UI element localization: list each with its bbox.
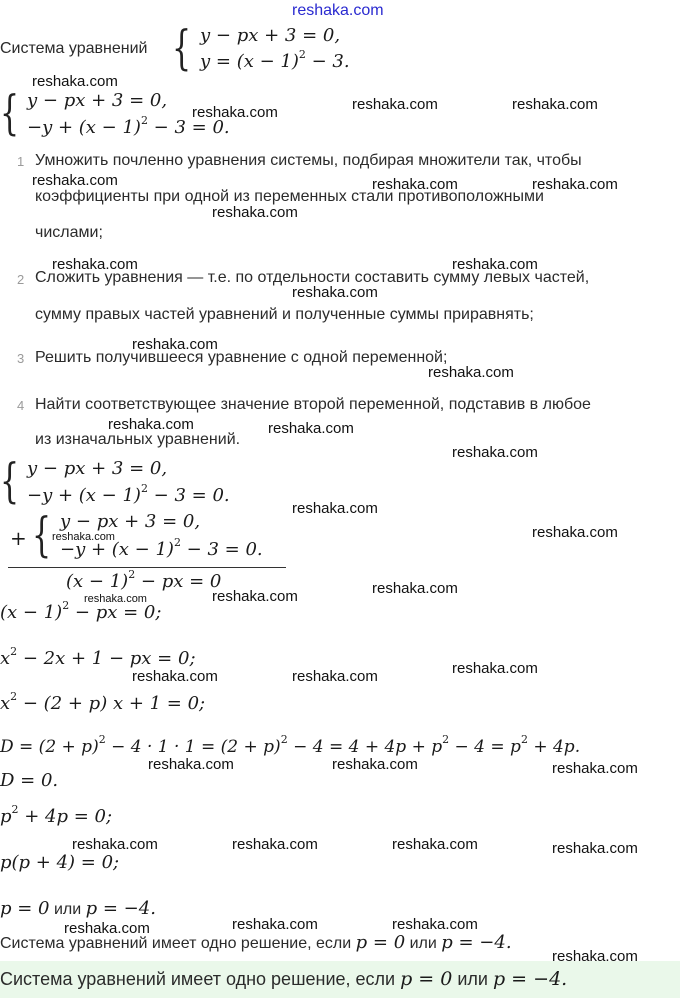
watermark[interactable]: reshaka.com bbox=[32, 172, 118, 189]
watermark[interactable]: reshaka.com bbox=[292, 500, 378, 517]
line-4-e: + 4p. bbox=[527, 737, 581, 757]
watermark-top[interactable]: reshaka.com bbox=[292, 2, 384, 19]
header-label: Система уравнений bbox=[0, 40, 148, 57]
answer bbox=[0, 968, 567, 990]
watermark[interactable]: reshaka.com bbox=[292, 284, 378, 301]
watermark[interactable]: reshaka.com bbox=[32, 73, 118, 90]
system2-eq2-exp: 2 bbox=[140, 482, 148, 495]
header-eq2 bbox=[200, 48, 350, 72]
addition-sum-b: − px = 0 bbox=[135, 571, 222, 592]
step-1-line-1: Умножить почленно уравнения системы, подбирая множители так, чтобы bbox=[35, 152, 582, 169]
watermark[interactable]: reshaka.com bbox=[212, 588, 298, 605]
system2-eq2-a: −y + (x − 1) bbox=[27, 485, 141, 506]
line-4-discriminant bbox=[0, 733, 581, 757]
system2-eq1: y − px + 3 = 0, bbox=[27, 458, 168, 479]
line-4-exp2: 2 bbox=[280, 733, 288, 746]
system1-eq2-a: −y + (x − 1) bbox=[27, 117, 141, 138]
step-2-line-1: Сложить уравнения — т.е. по отдельности составить сумму левых частей, bbox=[35, 269, 590, 286]
header-eq2-a: y = (x − 1) bbox=[200, 51, 299, 72]
addition-eq1: y − px + 3 = 0, bbox=[60, 511, 201, 532]
watermark[interactable]: reshaka.com bbox=[132, 336, 218, 353]
step-1-line-2: коэффициенты при одной из переменных стали противоположными bbox=[35, 188, 544, 205]
watermark[interactable]: reshaka.com bbox=[552, 840, 638, 857]
step-4-line-1: Найти соответствующее значение второй переменной, подставив в любое bbox=[35, 396, 591, 413]
conclusion-text: Система уравнений имеет одно решение, если bbox=[0, 935, 356, 952]
line-3-b: − (2 + p) x + 1 = 0; bbox=[17, 693, 206, 714]
step-2-number: 2 bbox=[17, 272, 25, 287]
addition-eq2-exp: 2 bbox=[173, 536, 181, 549]
system2-eq2 bbox=[27, 482, 230, 506]
step-3-line-1: Решить получившееся уравнение с одной переменной; bbox=[35, 349, 448, 366]
watermark[interactable]: reshaka.com bbox=[512, 96, 598, 113]
watermark[interactable]: reshaka.com bbox=[84, 593, 147, 605]
line-2-b: − 2x + 1 − px = 0; bbox=[17, 648, 196, 669]
watermark[interactable]: reshaka.com bbox=[192, 104, 278, 121]
line-2-exp: 2 bbox=[10, 645, 18, 658]
system2-brace: { bbox=[0, 455, 20, 510]
step-3-number: 3 bbox=[17, 351, 25, 366]
watermark[interactable]: reshaka.com bbox=[532, 524, 618, 541]
addition-rule bbox=[8, 567, 286, 568]
conclusion-or: или bbox=[405, 935, 442, 952]
line-3-a: x bbox=[0, 693, 11, 714]
answer-p1: p = 0 bbox=[400, 968, 453, 990]
watermark[interactable]: reshaka.com bbox=[452, 660, 538, 677]
addition-plus: + bbox=[10, 526, 27, 550]
step-4-number: 4 bbox=[17, 398, 25, 413]
line-4-a: D = (2 + p) bbox=[0, 737, 99, 757]
addition-sum-a: (x − 1) bbox=[66, 571, 129, 592]
watermark[interactable]: reshaka.com bbox=[372, 176, 458, 193]
header-eq2-exp: 2 bbox=[298, 48, 306, 61]
watermark[interactable]: reshaka.com bbox=[52, 256, 138, 273]
watermark[interactable]: reshaka.com bbox=[392, 836, 478, 853]
watermark[interactable]: reshaka.com bbox=[452, 256, 538, 273]
line-8 bbox=[0, 898, 156, 919]
system2-eq2-b: − 3 = 0. bbox=[147, 485, 230, 506]
line-7: p(p + 4) = 0; bbox=[0, 852, 120, 873]
line-4-exp1: 2 bbox=[98, 733, 106, 746]
watermark[interactable]: reshaka.com bbox=[392, 916, 478, 933]
watermark[interactable]: reshaka.com bbox=[452, 444, 538, 461]
watermark[interactable]: reshaka.com bbox=[232, 916, 318, 933]
header-brace: { bbox=[172, 22, 192, 77]
line-3 bbox=[0, 690, 206, 714]
line-6-b: + 4p = 0; bbox=[18, 806, 113, 827]
watermark[interactable]: reshaka.com bbox=[64, 920, 150, 937]
line-8-a: p = 0 bbox=[0, 898, 50, 919]
step-2-line-2: сумму правых частей уравнений и полученные суммы приравнять; bbox=[35, 306, 534, 323]
line-6-exp: 2 bbox=[11, 803, 19, 816]
system1-eq1: y − px + 3 = 0, bbox=[27, 90, 168, 111]
line-8-b: p = −4. bbox=[85, 898, 156, 919]
answer-p2: p = −4. bbox=[492, 968, 568, 990]
step-4-line-2: из изначальных уравнений. bbox=[35, 431, 241, 448]
watermark[interactable]: reshaka.com bbox=[52, 531, 115, 543]
line-1-exp: 2 bbox=[62, 599, 70, 612]
step-1-number: 1 bbox=[17, 154, 25, 169]
line-3-exp: 2 bbox=[10, 690, 18, 703]
line-4-c: − 4 = 4 + 4p + p bbox=[287, 737, 443, 757]
watermark[interactable]: reshaka.com bbox=[72, 836, 158, 853]
line-8-or: или bbox=[49, 901, 86, 918]
line-1-a: (x − 1) bbox=[0, 602, 63, 623]
watermark[interactable]: reshaka.com bbox=[532, 176, 618, 193]
line-4-exp3: 2 bbox=[442, 733, 450, 746]
line-4-d: − 4 = p bbox=[449, 737, 521, 757]
system1-eq2-b: − 3 = 0. bbox=[147, 117, 230, 138]
system1-brace: { bbox=[0, 87, 20, 142]
watermark[interactable]: reshaka.com bbox=[332, 756, 418, 773]
line-6 bbox=[0, 803, 113, 827]
watermark[interactable]: reshaka.com bbox=[292, 668, 378, 685]
line-4-exp4: 2 bbox=[520, 733, 528, 746]
line-4-b: − 4 · 1 · 1 = (2 + p) bbox=[105, 737, 281, 757]
step-1-line-3: числами; bbox=[35, 224, 103, 241]
line-6-a: p bbox=[0, 806, 12, 827]
watermark[interactable]: reshaka.com bbox=[372, 580, 458, 597]
line-5: D = 0. bbox=[0, 770, 59, 791]
line-2 bbox=[0, 645, 196, 669]
conclusion-p2: p = −4. bbox=[441, 932, 512, 953]
watermark[interactable]: reshaka.com bbox=[232, 836, 318, 853]
watermark[interactable]: reshaka.com bbox=[268, 420, 354, 437]
addition-brace: { bbox=[32, 509, 52, 564]
answer-text: Система уравнений имеет одно решение, если bbox=[0, 969, 401, 989]
header-eq1: y − px + 3 = 0, bbox=[200, 25, 341, 46]
addition-sum-exp: 2 bbox=[128, 568, 136, 581]
addition-sum bbox=[66, 568, 222, 592]
conclusion-p1: p = 0 bbox=[355, 932, 406, 953]
header-eq2-b: − 3. bbox=[305, 51, 350, 72]
line-2-a: x bbox=[0, 648, 11, 669]
addition-eq2-a: −y + (x − 1) bbox=[60, 539, 174, 560]
system1-eq2-exp: 2 bbox=[140, 114, 148, 127]
watermark[interactable]: reshaka.com bbox=[108, 416, 194, 433]
watermark[interactable]: reshaka.com bbox=[552, 760, 638, 777]
addition-eq2-b: − 3 = 0. bbox=[180, 539, 263, 560]
watermark[interactable]: reshaka.com bbox=[352, 96, 438, 113]
watermark[interactable]: reshaka.com bbox=[212, 204, 298, 221]
watermark[interactable]: reshaka.com bbox=[148, 756, 234, 773]
answer-or: или bbox=[452, 969, 493, 989]
watermark[interactable]: reshaka.com bbox=[132, 668, 218, 685]
watermark[interactable]: reshaka.com bbox=[428, 364, 514, 381]
watermark[interactable]: reshaka.com bbox=[552, 948, 638, 965]
line-1-b: − px = 0; bbox=[69, 602, 162, 623]
